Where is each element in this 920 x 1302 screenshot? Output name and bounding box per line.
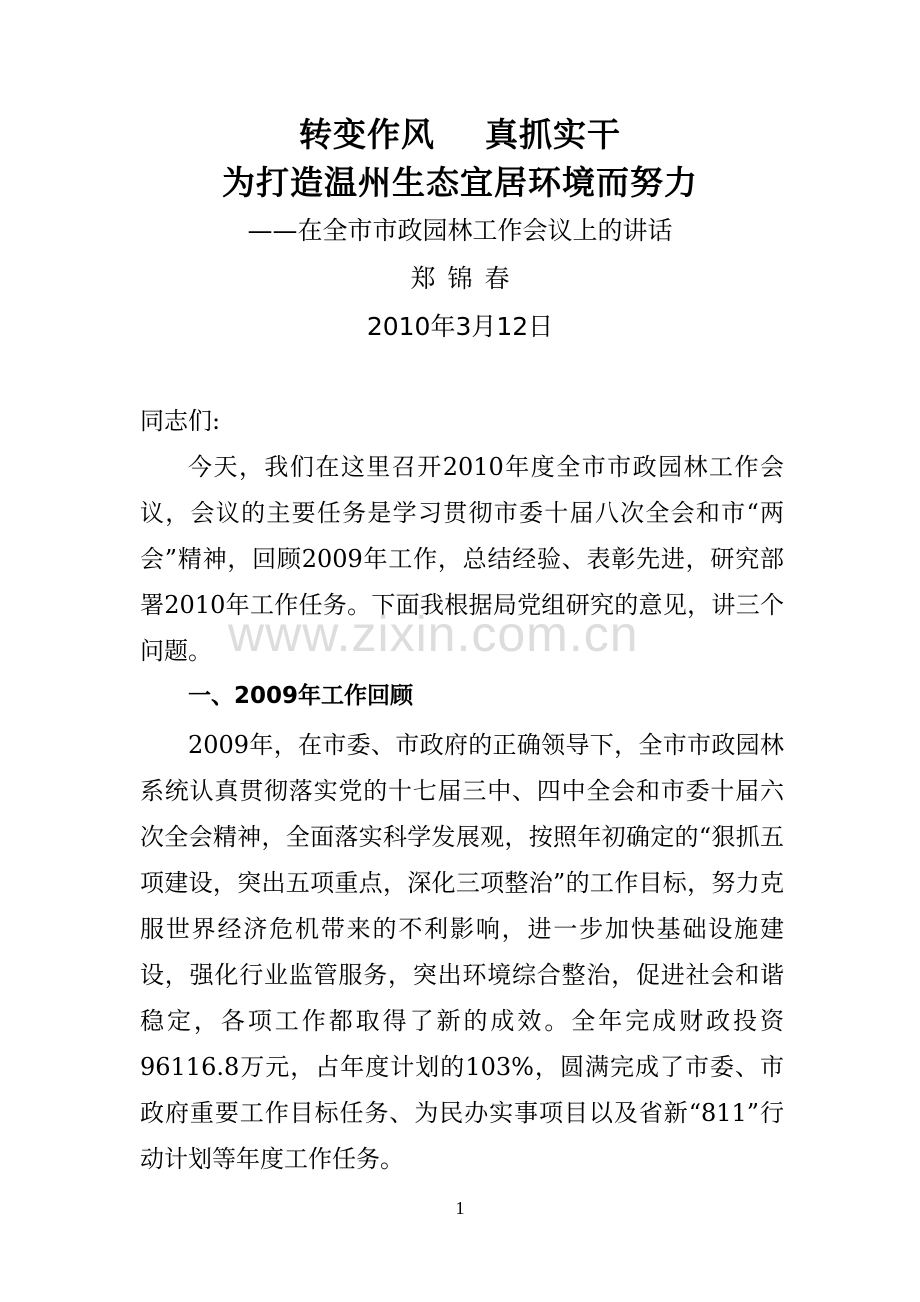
paragraph-intro: 今天，我们在这里召开2010年度全市市政园林工作会议，会议的主要任务是学习贯彻市委十届八次全会和市“两会”精神，回顾2009年工作，总结经验、表彰先进，研究部署2010年工作任务。下面我根据局党组研究的意见，讲三个问题。 bbox=[140, 453, 784, 665]
page-number: 1 bbox=[455, 1198, 465, 1218]
document-author: 郑锦春 bbox=[410, 264, 522, 293]
section-heading-1: 一、2009年工作回顾 bbox=[188, 683, 414, 709]
paragraph-review: 2009年，在市委、市政府的正确领导下，全市市政园林系统认真贯彻落实党的十七届三中、四中全会和市委十届六次全会精神，全面落实科学发展观，按照年初确定的“狠抓五项建设，突出五项重点，深化三项整治”的工作目标，努力克服世界经济危机带来的不利影响，进一步加快基础设施建设，强化行业监管服务，突出环境综合整治，促进社会和谐稳定，各项工作都取得了新的成效。全年完成财政投资96116.8万元，占年度计划的103%，圆满完成了市委、市政府重要工作目标任务、为民办实事项目以及省新“811”行动计划等年度工作任务。 bbox=[140, 731, 784, 1173]
salutation: 同志们: bbox=[140, 407, 221, 435]
document-date: 2010年3月12日 bbox=[366, 312, 554, 341]
document-title-line-1: 转变作风 真抓实干 bbox=[299, 115, 621, 154]
document-title-line-2: 为打造温州生态宜居环境而努力 bbox=[222, 163, 698, 202]
watermark: www.zixin.com.cn bbox=[228, 606, 639, 662]
document-subtitle: ——在全市市政园林工作会议上的讲话 bbox=[247, 216, 673, 245]
